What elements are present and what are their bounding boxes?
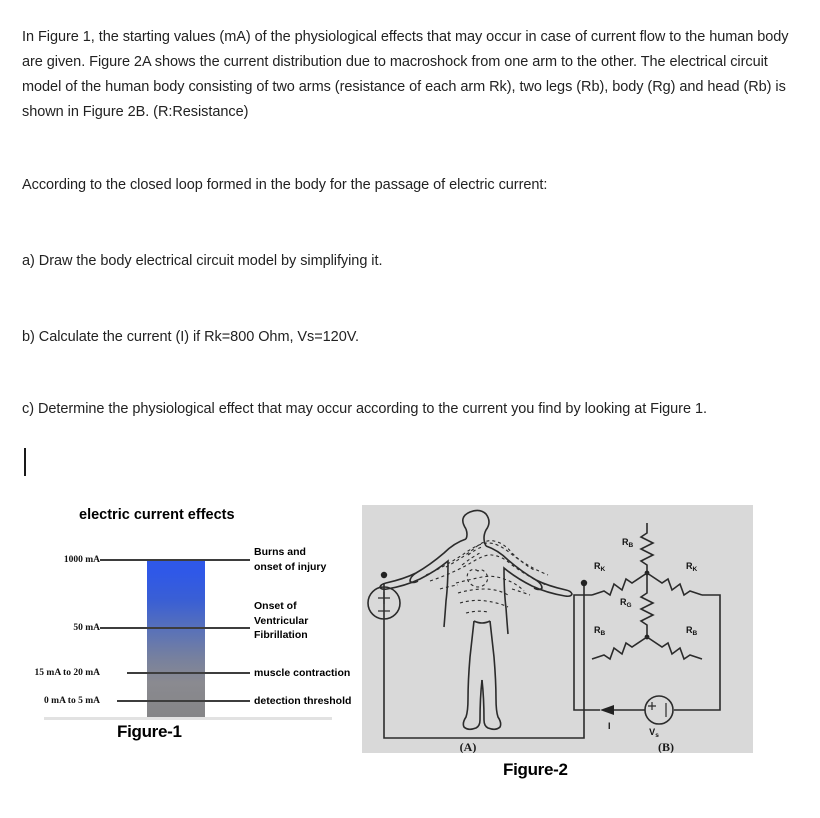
paragraph-question-b: b) Calculate the current (I) if Rk=800 Ohm, Vs=120V.: [22, 328, 359, 345]
plus-sign-icon: [378, 592, 390, 604]
resistor-arm-right-rk: [647, 573, 702, 595]
resistor-head-rb: [641, 523, 653, 573]
threshold-effect-label: [254, 545, 326, 574]
effect-line: Fibrillation: [254, 629, 308, 641]
figure-2-caption: Figure-2: [503, 760, 568, 779]
paragraph-question-a: a) Draw the body electrical circuit model by simplifying it.: [22, 252, 383, 269]
threshold-effect-label: [254, 694, 351, 709]
label-rk-left: $R_K$: [594, 561, 606, 573]
label-rk-right: $R_K$: [686, 561, 698, 573]
figure-1-baseline: [44, 717, 332, 720]
source-vs-symbol: [645, 696, 673, 724]
label-rb-leg-right: $R_B$: [686, 625, 698, 637]
resistor-leg-right-rb: [647, 637, 702, 659]
left-leg-outline: [463, 621, 482, 729]
effect-line: onset of injury: [254, 560, 327, 573]
effect-line: Ventricular: [254, 614, 309, 627]
leader-line-right: [205, 627, 250, 629]
neck-right: [484, 538, 486, 546]
threshold-effect-label: [254, 599, 308, 643]
heart-outline: [467, 569, 488, 587]
label-rb-leg-left: $R_B$: [594, 625, 606, 637]
torso-right-arm-outline: [486, 546, 572, 634]
figure-2-drawing: [362, 505, 753, 753]
current-arrow-icon: [600, 705, 614, 715]
current-gradient-bar: [147, 559, 205, 717]
label-rg-body: $R_G$: [620, 597, 632, 609]
panel-a-body-diagram: [368, 510, 587, 753]
panel-b-label: (B): [658, 740, 674, 753]
label-current-i: I: [608, 721, 611, 731]
threshold-level-label: 15 mA to 20 mA: [34, 668, 100, 678]
leader-line-right: [205, 559, 250, 561]
right-leg-outline: [482, 621, 501, 729]
terminal-left: [381, 572, 387, 578]
panel-a-label: (A): [459, 740, 477, 753]
hip-line: [474, 621, 490, 623]
leader-line-right: [205, 700, 250, 702]
label-vs-source: $V_s$: [649, 727, 659, 739]
figure-2-panel: [362, 505, 753, 753]
effect-line: Onset of: [254, 600, 297, 612]
source-plus-icon: [648, 702, 656, 710]
figure-1-caption: Figure-1: [117, 722, 182, 741]
panel-b-circuit-diagram: [574, 523, 720, 753]
figure-1: [22, 500, 358, 753]
threshold-level-label: 1000 mA: [63, 555, 100, 565]
leader-line-right: [205, 672, 250, 674]
threshold-effect-label: [254, 666, 350, 681]
effect-line: detection threshold: [254, 695, 352, 707]
resistor-leg-left-rb: [592, 637, 647, 659]
effect-line: Burns and: [254, 546, 306, 558]
threshold-level-label: 50 mA: [73, 623, 100, 633]
threshold-level-label: 0 mA to 5 mA: [44, 696, 100, 706]
effect-line: muscle contraction: [254, 667, 351, 679]
text-cursor: [24, 448, 26, 476]
resistor-body-rg: [641, 573, 653, 637]
neck-left: [466, 529, 467, 539]
wire-left-loop: [574, 595, 600, 710]
leader-line-left: [100, 627, 220, 629]
paragraph-question-c: c) Determine the physiological effect that may occur according to the current you find by looking at Figure 1.: [22, 400, 707, 417]
terminal-right: [581, 580, 587, 586]
resistor-arm-left-rk: [592, 573, 647, 595]
leader-line-left: [100, 559, 220, 561]
label-rb-head: $R_B$: [622, 537, 634, 549]
figure-1-title: electric current effects: [79, 507, 235, 523]
paragraph-intro: In Figure 1, the starting values (mA) of the physiological effects that may occur in case of current flow to the human body are given. Figure 2A shows the current distribution due to macroshock from one arm to the other. The electrical circuit model of the human body consisting of two arms (resistance of each arm Rk), two legs (Rb), body (Rg) and head (Rb) is shown in Figure 2B. (R:Resistance): [22, 28, 789, 120]
paragraph-closed-loop: According to the closed loop formed in the body for the passage of electric current:: [22, 176, 548, 193]
torso-left-arm-outline: [380, 539, 466, 627]
